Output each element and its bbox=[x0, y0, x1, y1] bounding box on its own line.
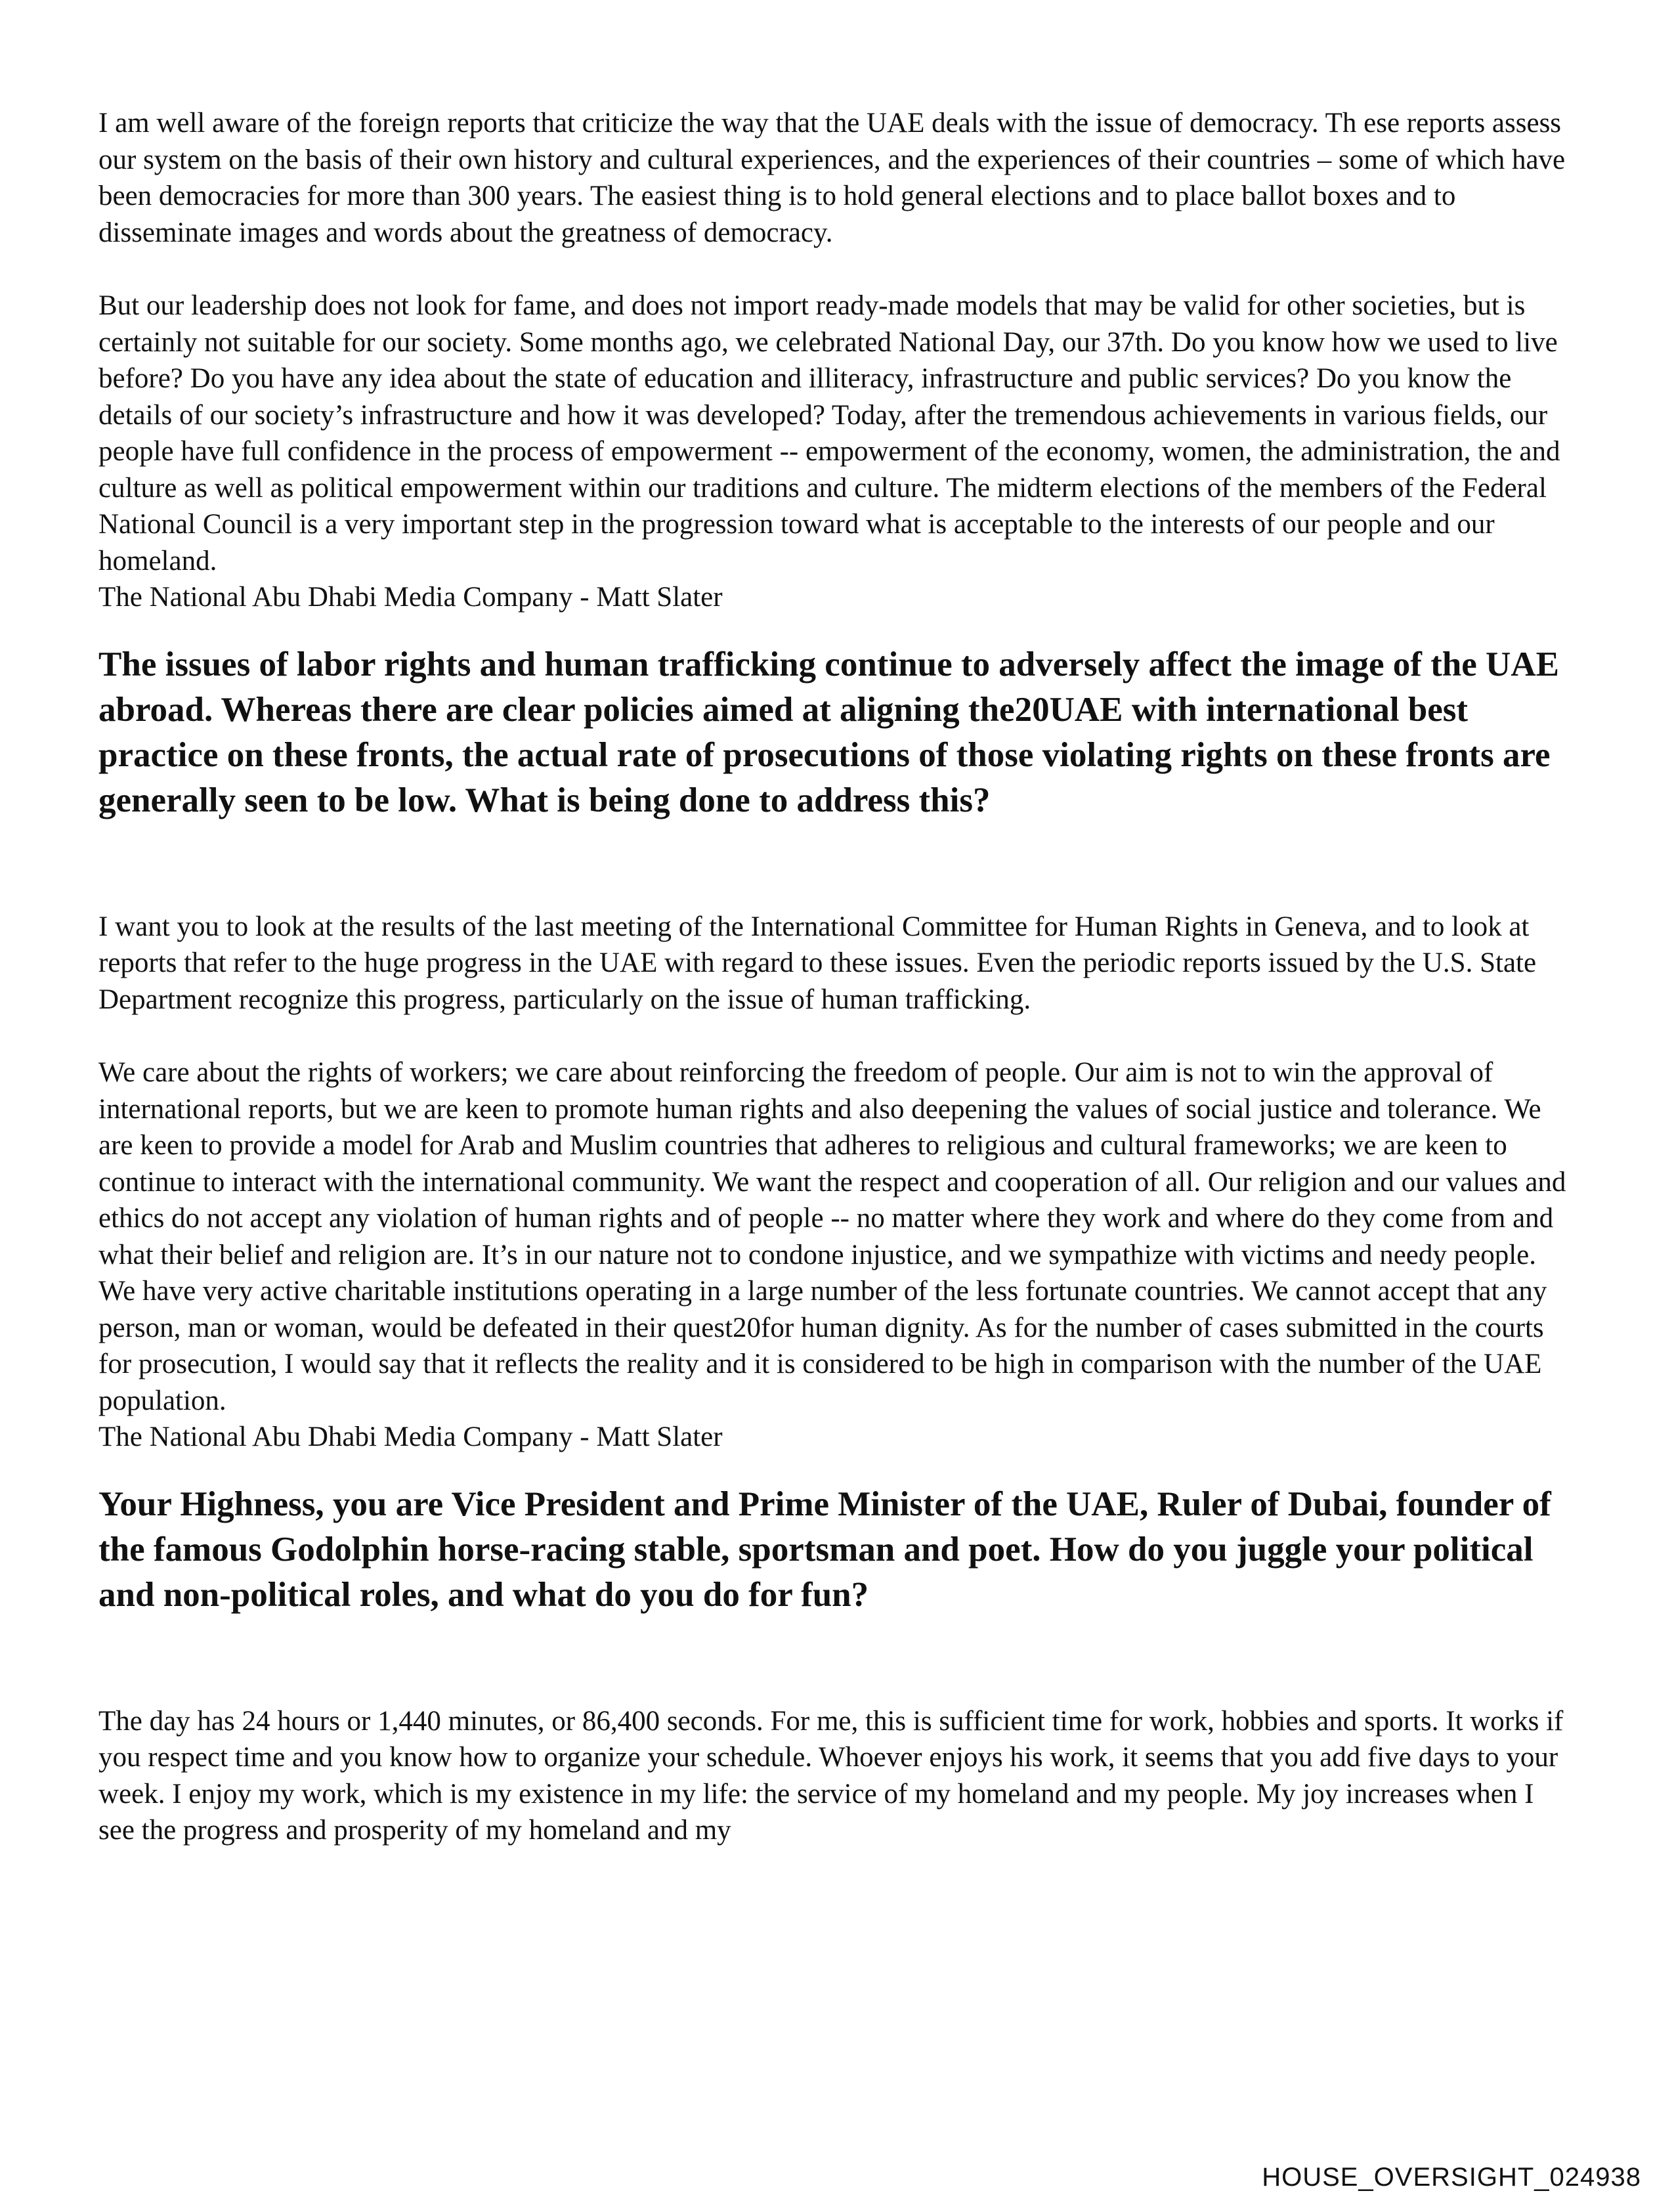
paragraph-time-management: The day has 24 hours or 1,440 minutes, or 86,400 seconds. For me, this is sufficient time for work, hobbies and sports. It works if you respect time and you know how to organize your schedule. Whoever enjoys his work, it seems that you add five days to your week. I enjoy my work, which is my existence in my life: the service of my homeland and my people. My joy increases when I see the progress and prosperity of my homeland and my bbox=[98, 1705, 1564, 1846]
question-roles: Your Highness, you are Vice President and Prime Minister of the UAE, Ruler of Dubai, founder of the famous Godolphin horse-racing stable, sportsman and poet. How do you juggle your political and non-political roles, and what do you do for fun? bbox=[98, 1485, 1551, 1614]
bates-number: HOUSE_OVERSIGHT_024938 bbox=[1262, 2163, 1641, 2192]
paragraph-workers-rights: We care about the rights of workers; we care about reinforcing the freedom of people. Our aim is not to win the approval of international reports, but we are keen to promote human rights and also deepening the values of social justice and tolerance. We are keen to provide a model for Arab and Muslim countries that adheres to religious and cultural frameworks; we are keen to continue to interact with the international community. We want the respect and cooperation of all. Our religion and our values and ethics do not accept any violation of human rights and of people -- no matter where they work and where do they come from and what their belief and religion are. It’s in our nature not to condone injustice, and we sympathize with victims and needy people. We have very active charitable institutions operating in a large number of the less fortunate countries. We cannot accept that any person, man or woman, would be defeated in their quest20for human dignity. As for the number of cases submitted in the courts for prosecution, I would say that it reflects the reality and it is considered to be high in comparison with the number of the UAE population. bbox=[98, 1057, 1566, 1416]
paragraph-leadership: But our leadership does not look for fame, and does not import ready-made models that may be valid for other societies, but is certainly not suitable for our society. Some months ago, we celebrated National Day, our 37th. Do you know how we used to live before? Do you have any idea about the state of education and illiteracy, infrastructure and public services? Do you know the details of our society’s infrastructure and how it was developed? Today, after the tremendous achievements in various fields, our people have full confidence in the process of empowerment -- empowerment of the economy, women, the administration, the and culture as well as political empowerment within our traditions and culture. The midterm elections of the members of the Federal National Council is a very important step in the progression toward what is acceptable to the interests of our people and our homeland. bbox=[98, 290, 1560, 576]
photo-credit: The National Abu Dhabi Media Company - Matt Slater bbox=[98, 582, 723, 613]
paragraph-geneva-committee: I want you to look at the results of the last meeting of the International Committee for Human Rights in Geneva, and to look at reports that refer to the huge progress in the UAE with regard to these issues. Even the periodic reports issued by the U.S. State Department recognize this progress, particularly on the issue of human trafficking. bbox=[98, 911, 1537, 1015]
document-page bbox=[98, 105, 1576, 1849]
paragraph-democracy-reports: I am well aware of the foreign reports that criticize the way that the UAE deals with the issue of democracy. Th ese reports assess our system on the basis of their own history and cultural experiences, and the experiences of their countries – some of which have been democracies for more than 300 years. The easiest thing is to hold general elections and to place ballot boxes and to disseminate images and words about the greatness of democracy. bbox=[98, 108, 1566, 248]
photo-credit: The National Abu Dhabi Media Company - Matt Slater bbox=[98, 1421, 723, 1452]
question-labor-rights: The issues of labor rights and human trafficking continue to adversely affect the image of the UAE abroad. Whereas there are clear policies aimed at aligning the20UAE with international best practice on these fronts, the actual rate of prosecutions of those violating rights on these fronts are generally seen to be low. What is being done to address this? bbox=[98, 645, 1559, 819]
